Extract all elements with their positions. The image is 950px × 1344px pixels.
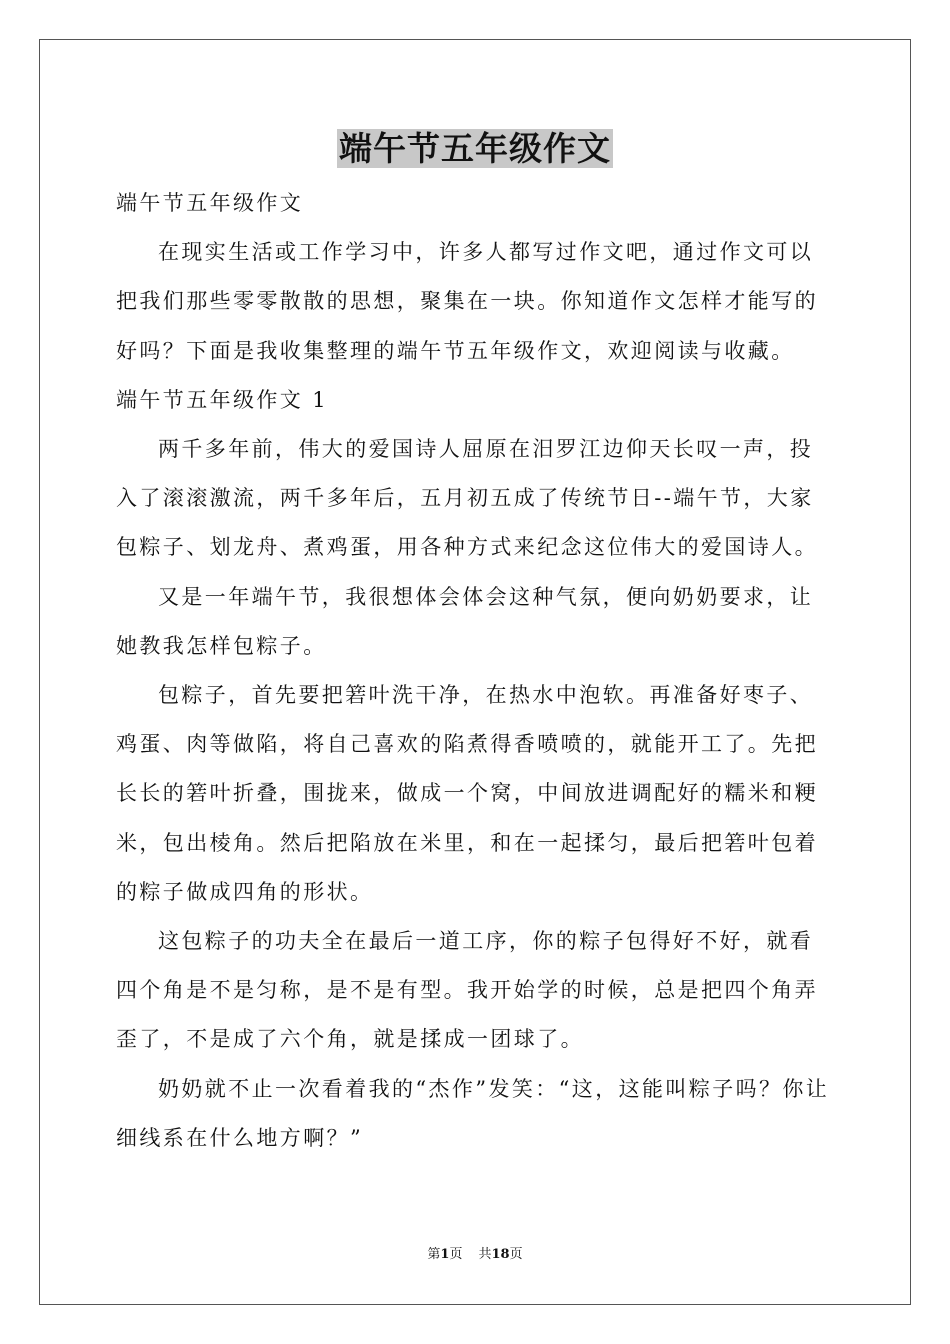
- page-number-prefix: 第: [427, 1247, 441, 1262]
- document-title-text: 端午节五年级作文: [339, 129, 611, 168]
- subtitle-heading: 端午节五年级作文: [116, 191, 304, 215]
- document-body: [116, 179, 834, 1163]
- document-title: [0, 128, 950, 170]
- page-footer: [0, 1246, 950, 1264]
- essay-paragraph: 又是一年端午节，我很想体会体会这种气氛，便向奶奶要求，让她教我怎样包粽子。: [116, 584, 814, 658]
- page-number-suffix: 页: [449, 1247, 463, 1262]
- total-pages-suffix: 页: [509, 1247, 523, 1262]
- total-pages: 18: [491, 1247, 510, 1262]
- intro-paragraph: 在现实生活或工作学习中，许多人都写过作文吧，通过作文可以把我们那些零零散散的思想，聚集在一块。你知道作文怎样才能写的好吗？下面是我收集整理的端午节五年级作文，欢迎阅读与收藏。: [116, 240, 818, 363]
- page-number: 1: [440, 1247, 450, 1262]
- essay-heading: 端午节五年级作文 1: [116, 387, 329, 412]
- essay-paragraph: 这包粽子的功夫全在最后一道工序，你的粽子包得好不好，就看四个角是不是匀称，是不是有型。我开始学的时候，总是把四个角弄歪了，不是成了六个角，就是揉成一团球了。: [116, 929, 818, 1052]
- essay-paragraph: 两千多年前，伟大的爱国诗人屈原在汨罗江边仰天长叹一声，投入了滚滚激流，两千多年后，五月初五成了传统节日--端午节，大家包粽子、划龙舟、煮鸡蛋，用各种方式来纪念这位伟大的爱国诗人。: [116, 437, 818, 560]
- essay-paragraph: 包粽子，首先要把箬叶洗干净，在热水中泡软。再准备好枣子、鸡蛋、肉等做陷，将自己喜欢的陷煮得香喷喷的，就能开工了。先把长长的箬叶折叠，围拢来，做成一个窝，中间放进调配好的糯米和粳米，包出棱角。然后把陷放在米里，和在一起揉匀，最后把箬叶包着的粽子做成四角的形状。: [116, 683, 818, 904]
- total-pages-prefix: 共: [478, 1247, 492, 1262]
- essay-paragraph: 奶奶就不止一次看着我的“杰作”发笑：“这，这能叫粽子吗？你让细线系在什么地方啊？”: [116, 1076, 830, 1150]
